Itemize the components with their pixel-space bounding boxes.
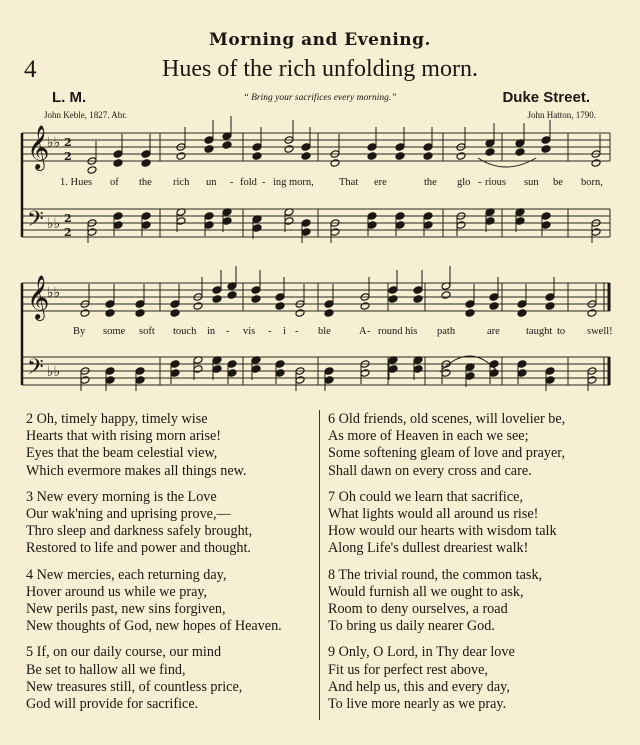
- note-head: [301, 143, 311, 152]
- note-head: [324, 376, 334, 385]
- note-head: [388, 295, 398, 304]
- note-head: [135, 367, 145, 376]
- note-head: [367, 152, 377, 161]
- lyric-syllable: -: [367, 326, 371, 337]
- verse-line: What lights would all around us rise!: [328, 506, 539, 523]
- note-head: [204, 212, 214, 221]
- lyric-syllable: -: [230, 177, 234, 188]
- flat-sign-icon: ♭♭: [47, 135, 61, 151]
- section-title: Morning and Evening.: [209, 30, 431, 50]
- note-head: [301, 152, 311, 161]
- verse-line: Which evermore makes all things new.: [26, 462, 247, 479]
- note-head: [388, 286, 398, 295]
- note-head: [423, 212, 433, 221]
- note-head: [360, 302, 370, 311]
- verse-line: 4 New mercies, each returning day,: [26, 566, 227, 583]
- verse-4: [328, 644, 628, 713]
- note-head: [251, 286, 261, 295]
- note-head: [170, 300, 180, 309]
- note-head: [87, 228, 97, 237]
- note-head: [545, 293, 555, 302]
- lyric-syllable: fold: [240, 177, 257, 188]
- note-head: [515, 217, 525, 226]
- note-head: [587, 376, 597, 385]
- note-head: [517, 360, 527, 369]
- verse-line: To bring us daily nearer God.: [328, 618, 495, 635]
- note-head: [587, 309, 597, 318]
- note-head: [489, 369, 499, 378]
- note-head: [105, 309, 115, 318]
- note-head: [324, 300, 334, 309]
- verse-line: And help us, this and every day,: [328, 678, 510, 695]
- note-head: [517, 369, 527, 378]
- note-head: [545, 302, 555, 311]
- note-head: [204, 221, 214, 230]
- note-head: [295, 376, 305, 385]
- verse-line: Fit us for perfect rest above,: [328, 661, 488, 678]
- lyric-syllable: By: [73, 326, 86, 337]
- note-head: [541, 221, 551, 230]
- lyric-syllable: rious: [485, 177, 506, 188]
- verse-line: Some softening gleam of love and prayer,: [328, 445, 566, 462]
- verse-line: 9 Only, O Lord, in Thy dear love: [328, 644, 515, 661]
- lyric-syllable: ble: [318, 326, 331, 337]
- verse-line: New thoughts of God, new hopes of Heaven.: [26, 618, 282, 635]
- note-head: [485, 217, 495, 226]
- verse-1: [26, 411, 318, 480]
- note-head: [275, 302, 285, 311]
- note-head: [227, 291, 237, 300]
- lyric-syllable: ere: [374, 177, 387, 188]
- verse-line: Restored to life and power and thought.: [26, 540, 251, 557]
- note-head: [284, 145, 294, 154]
- note-head: [541, 136, 551, 145]
- verse-line: New treasures still, of countless price,: [26, 678, 243, 695]
- verse-line: 5 If, on our daily course, our mind: [26, 644, 222, 661]
- time-signature: 2: [64, 212, 72, 225]
- note-head: [141, 221, 151, 230]
- author-credit: John Keble, 1827. Abr.: [44, 110, 127, 120]
- verse-line: God will provide for sacrifice.: [26, 696, 199, 713]
- note-head: [367, 221, 377, 230]
- note-head: [141, 150, 151, 159]
- note-head: [395, 212, 405, 221]
- lyric-syllable: the: [424, 177, 437, 188]
- verse-line: Would furnish all we ought to ask,: [328, 583, 524, 600]
- note-head: [489, 302, 499, 311]
- verse-3: [26, 567, 318, 636]
- flat-sign-icon: ♭♭: [47, 364, 61, 380]
- lyric-syllable: touch: [173, 326, 197, 337]
- verse-2: [328, 489, 628, 558]
- note-head: [105, 376, 115, 385]
- note-head: [105, 367, 115, 376]
- note-head: [252, 143, 262, 152]
- note-head: [222, 141, 232, 150]
- meter-label: L. M.: [52, 89, 87, 106]
- note-head: [176, 152, 186, 161]
- flat-sign-icon: ♭♭: [47, 216, 61, 232]
- note-head: [275, 293, 285, 302]
- note-head: [176, 217, 186, 226]
- note-head: [212, 286, 222, 295]
- lyric-syllable: taught: [526, 326, 553, 337]
- note-head: [193, 365, 203, 374]
- note-head: [204, 145, 214, 154]
- verse-line: New perils past, new sins forgiven,: [26, 601, 226, 618]
- note-head: [295, 309, 305, 318]
- note-head: [135, 376, 145, 385]
- verse-line: How would our hearts with wisdom talk: [328, 523, 557, 540]
- note-head: [170, 369, 180, 378]
- lyric-syllable: swell!: [587, 326, 613, 337]
- verse-line: Room to deny ourselves, a road: [328, 601, 508, 618]
- note-head: [456, 221, 466, 230]
- lyric-syllable: morn,: [289, 177, 314, 188]
- lyric-syllable: in: [207, 326, 216, 337]
- note-head: [367, 212, 377, 221]
- note-head: [275, 369, 285, 378]
- note-head: [170, 309, 180, 318]
- note-head: [591, 228, 601, 237]
- flat-sign-icon: ♭♭: [47, 285, 61, 301]
- treble-clef-icon: 𝄞: [27, 125, 50, 169]
- time-signature: 2: [64, 226, 72, 239]
- lyric-syllable: round his: [378, 326, 418, 337]
- verse-line: 8 The trivial round, the common task,: [328, 566, 543, 583]
- verse-line: Along Life's dullest dreariest walk!: [328, 540, 529, 557]
- lyric-syllable: to: [557, 326, 566, 337]
- lyric-syllable: vis: [243, 326, 256, 337]
- verses-right-column: [328, 411, 628, 722]
- note-head: [113, 150, 123, 159]
- note-head: [135, 300, 145, 309]
- note-head: [517, 300, 527, 309]
- verse-2: [26, 489, 318, 558]
- note-head: [324, 367, 334, 376]
- note-head: [489, 293, 499, 302]
- note-head: [251, 365, 261, 374]
- note-head: [413, 365, 423, 374]
- lyric-syllable: That: [339, 177, 359, 188]
- note-head: [252, 224, 262, 233]
- verse-4: [26, 644, 318, 713]
- bass-clef-icon: 𝄢: [27, 355, 44, 385]
- lyric-syllable: soft: [139, 326, 155, 337]
- lyric-syllable: the: [139, 177, 152, 188]
- lyric-syllable: of: [110, 177, 119, 188]
- lyric-syllable: path: [437, 326, 456, 337]
- note-head: [87, 166, 97, 175]
- verse-line: Shall dawn on every cross and care.: [328, 462, 532, 479]
- note-head: [284, 217, 294, 226]
- note-head: [141, 212, 151, 221]
- note-head: [222, 217, 232, 226]
- note-head: [545, 376, 555, 385]
- lyric-syllable: -: [268, 326, 272, 337]
- note-head: [591, 159, 601, 168]
- note-head: [212, 365, 222, 374]
- time-signature: 2: [64, 150, 72, 163]
- lyric-syllable: 1. Hues: [60, 177, 93, 188]
- note-head: [515, 148, 525, 157]
- note-head: [395, 143, 405, 152]
- slur: [478, 158, 536, 167]
- note-head: [324, 309, 334, 318]
- lyric-syllable: A: [359, 326, 367, 337]
- verse-3: [328, 567, 628, 636]
- verse-line: Eyes that the beam celestial view,: [26, 445, 218, 462]
- note-head: [301, 228, 311, 237]
- note-head: [388, 365, 398, 374]
- note-head: [275, 360, 285, 369]
- note-head: [395, 221, 405, 230]
- note-head: [105, 300, 115, 309]
- note-head: [485, 148, 495, 157]
- note-head: [252, 152, 262, 161]
- time-signature: 2: [64, 136, 72, 149]
- lyric-syllable: rich: [173, 177, 190, 188]
- note-head: [227, 369, 237, 378]
- note-head: [423, 221, 433, 230]
- lyric-syllable: are: [487, 326, 500, 337]
- note-head: [301, 219, 311, 228]
- verse-line: Thro sleep and darkness safely brought,: [26, 523, 253, 540]
- verse-line: As more of Heaven in each we see;: [328, 428, 529, 445]
- bass-clef-icon: 𝄢: [27, 207, 44, 237]
- verse-line: 2 Oh, timely happy, timely wise: [26, 411, 208, 427]
- note-head: [170, 360, 180, 369]
- verse-line: To live more nearly as we pray.: [328, 696, 507, 713]
- note-head: [413, 295, 423, 304]
- lyric-syllable: -: [226, 326, 230, 337]
- hymn-number: 4: [24, 56, 37, 83]
- lyric-syllable: ing: [273, 177, 287, 188]
- note-head: [541, 145, 551, 154]
- note-head: [251, 295, 261, 304]
- lyric-syllable: sun: [524, 177, 539, 188]
- note-head: [517, 309, 527, 318]
- note-head: [423, 152, 433, 161]
- verse-line: Hover around us while we pray,: [26, 583, 208, 600]
- column-divider: [319, 410, 320, 720]
- lyric-syllable: glo: [457, 177, 471, 188]
- note-head: [227, 360, 237, 369]
- note-head: [395, 152, 405, 161]
- hymn-title: Hues of the rich unfolding morn.: [162, 56, 478, 82]
- note-head: [135, 309, 145, 318]
- lyric-syllable: -: [262, 177, 266, 188]
- note-head: [113, 212, 123, 221]
- note-head: [80, 376, 90, 385]
- verse-line: 7 Oh could we learn that sacrifice,: [328, 488, 523, 505]
- note-head: [367, 143, 377, 152]
- note-head: [330, 159, 340, 168]
- note-head: [441, 291, 451, 300]
- lyric-syllable: i: [283, 326, 286, 337]
- note-head: [113, 159, 123, 168]
- note-head: [113, 221, 123, 230]
- lyric-syllable: some: [103, 326, 126, 337]
- note-head: [541, 212, 551, 221]
- lyric-syllable: un: [206, 177, 217, 188]
- note-head: [413, 286, 423, 295]
- verse-line: Our wak'ning and uprising prove,—: [26, 506, 231, 523]
- verse-line: 3 New every morning is the Love: [26, 488, 217, 505]
- composer-credit: John Hatton, 1790.: [527, 110, 596, 120]
- note-head: [204, 136, 214, 145]
- note-head: [212, 295, 222, 304]
- lyric-syllable: born,: [581, 177, 603, 188]
- verse-line: 6 Old friends, old scenes, will lovelier be,: [328, 411, 566, 427]
- epigraph: “ Bring your sacrifices every morning.”: [243, 93, 397, 103]
- note-head: [465, 300, 475, 309]
- verses-left-column: [26, 411, 318, 722]
- lyric-syllable: -: [478, 177, 482, 188]
- verse-1: [328, 411, 628, 480]
- note-head: [330, 228, 340, 237]
- note-head: [456, 152, 466, 161]
- note-head: [193, 302, 203, 311]
- treble-clef-icon: 𝄞: [27, 275, 50, 319]
- tune-name: Duke Street.: [502, 89, 590, 106]
- note-head: [545, 367, 555, 376]
- note-head: [80, 309, 90, 318]
- verse-line: Hearts that with rising morn arise!: [26, 428, 222, 445]
- note-head: [465, 372, 475, 381]
- lyric-syllable: -: [295, 326, 299, 337]
- note-head: [141, 159, 151, 168]
- note-head: [360, 369, 370, 378]
- lyric-syllable: be: [553, 177, 563, 188]
- note-head: [465, 309, 475, 318]
- note-head: [423, 143, 433, 152]
- verse-line: Be set to hallow all we find,: [26, 661, 186, 678]
